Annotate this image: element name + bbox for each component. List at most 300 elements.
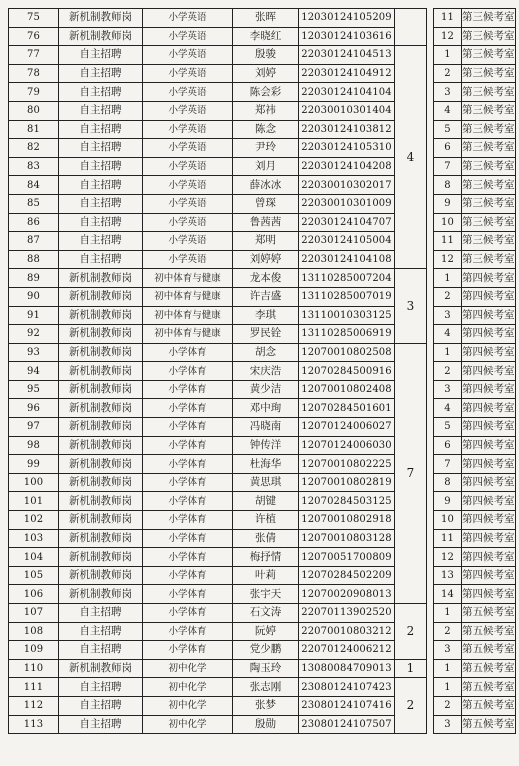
subject: 小学英语 [143,157,233,176]
exam-id: 13110010303125 [299,306,395,325]
seat-number: 12 [434,548,462,567]
row-number: 108 [9,622,59,641]
row-number: 106 [9,585,59,604]
waiting-room: 第三候考室 [462,101,516,120]
waiting-room: 第五候考室 [462,622,516,641]
exam-id: 22030124104108 [299,250,395,269]
candidate-name: 张晖 [233,9,299,28]
row-number: 100 [9,473,59,492]
waiting-room: 第四候考室 [462,529,516,548]
position-type: 新机制教师岗 [59,269,143,288]
waiting-room: 第四候考室 [462,436,516,455]
seat-number: 2 [434,696,462,715]
seat-number: 7 [434,157,462,176]
group-count [395,9,427,46]
seat-number: 2 [434,362,462,381]
candidate-name: 黄思琪 [233,473,299,492]
subject: 小学英语 [143,83,233,102]
waiting-room: 第三候考室 [462,64,516,83]
subject: 小学体育 [143,455,233,474]
position-type: 新机制教师岗 [59,473,143,492]
table-row [9,362,516,381]
table-row [9,232,516,251]
subject: 小学英语 [143,64,233,83]
position-type: 新机制教师岗 [59,343,143,362]
column-gap [427,176,434,195]
row-number: 82 [9,139,59,158]
row-number: 102 [9,511,59,530]
group-count: 7 [395,343,427,603]
candidate-table [8,8,516,734]
exam-id: 22030124105004 [299,232,395,251]
waiting-room: 第四候考室 [462,418,516,437]
table-row [9,269,516,288]
table-row [9,418,516,437]
candidate-name: 龙本俊 [233,269,299,288]
exam-id: 12030124105209 [299,9,395,28]
row-number: 81 [9,120,59,139]
waiting-room: 第三候考室 [462,250,516,269]
position-type: 新机制教师岗 [59,27,143,46]
seat-number: 1 [434,604,462,623]
table-row [9,9,516,28]
subject: 小学体育 [143,585,233,604]
row-number: 112 [9,696,59,715]
subject: 小学体育 [143,566,233,585]
waiting-room: 第四候考室 [462,399,516,418]
seat-number: 1 [434,678,462,697]
position-type: 自主招聘 [59,157,143,176]
column-gap [427,436,434,455]
seat-number: 3 [434,83,462,102]
candidate-name: 郑祎 [233,101,299,120]
candidate-name: 李晓红 [233,27,299,46]
exam-id: 12030124103616 [299,27,395,46]
subject: 初中化学 [143,659,233,678]
seat-number: 11 [434,9,462,28]
group-count: 2 [395,678,427,734]
subject: 小学体育 [143,399,233,418]
column-gap [427,566,434,585]
row-number: 89 [9,269,59,288]
exam-id: 22030124104912 [299,64,395,83]
column-gap [427,287,434,306]
subject: 小学体育 [143,343,233,362]
waiting-room: 第五候考室 [462,604,516,623]
seat-number: 3 [434,715,462,734]
waiting-room: 第四候考室 [462,306,516,325]
exam-id: 22030124104513 [299,46,395,65]
row-number: 99 [9,455,59,474]
seat-number: 6 [434,139,462,158]
table-row [9,325,516,344]
column-gap [427,232,434,251]
waiting-room: 第四候考室 [462,473,516,492]
row-number: 113 [9,715,59,734]
exam-id: 22070124006212 [299,641,395,660]
seat-number: 4 [434,325,462,344]
exam-id: 12070010802508 [299,343,395,362]
column-gap [427,194,434,213]
column-gap [427,455,434,474]
exam-id: 12070051700809 [299,548,395,567]
subject: 小学体育 [143,511,233,530]
table-row [9,27,516,46]
row-number: 94 [9,362,59,381]
column-gap [427,418,434,437]
exam-id: 22030010301009 [299,194,395,213]
column-gap [427,604,434,623]
exam-id: 22030124104104 [299,83,395,102]
row-number: 109 [9,641,59,660]
waiting-room: 第三候考室 [462,213,516,232]
waiting-room: 第四候考室 [462,269,516,288]
exam-id: 12070020908013 [299,585,395,604]
subject: 小学体育 [143,380,233,399]
candidate-name: 张宇天 [233,585,299,604]
subject: 小学英语 [143,232,233,251]
exam-id: 12070284503125 [299,492,395,511]
subject: 小学英语 [143,9,233,28]
position-type: 新机制教师岗 [59,455,143,474]
exam-id: 12070010803128 [299,529,395,548]
waiting-room: 第三候考室 [462,232,516,251]
subject: 小学英语 [143,213,233,232]
subject: 小学体育 [143,436,233,455]
table-row [9,380,516,399]
row-number: 92 [9,325,59,344]
seat-number: 10 [434,511,462,530]
table-row [9,287,516,306]
position-type: 自主招聘 [59,641,143,660]
position-type: 新机制教师岗 [59,306,143,325]
subject: 小学体育 [143,604,233,623]
exam-id: 12070284502209 [299,566,395,585]
position-type: 新机制教师岗 [59,492,143,511]
column-gap [427,325,434,344]
subject: 初中体育与健康 [143,287,233,306]
table-row [9,46,516,65]
subject: 初中化学 [143,678,233,697]
waiting-room: 第三候考室 [462,157,516,176]
group-count: 2 [395,604,427,660]
seat-number: 7 [434,455,462,474]
seat-number: 5 [434,418,462,437]
row-number: 104 [9,548,59,567]
row-number: 86 [9,213,59,232]
seat-number: 4 [434,101,462,120]
position-type: 新机制教师岗 [59,362,143,381]
position-type: 自主招聘 [59,176,143,195]
candidate-name: 梅抒情 [233,548,299,567]
waiting-room: 第五候考室 [462,659,516,678]
candidate-name: 曾琛 [233,194,299,213]
column-gap [427,696,434,715]
table-row [9,715,516,734]
seat-number: 11 [434,232,462,251]
candidate-name: 邓中珣 [233,399,299,418]
position-type: 新机制教师岗 [59,436,143,455]
exam-id: 12070284501601 [299,399,395,418]
candidate-name: 杜海华 [233,455,299,474]
position-type: 新机制教师岗 [59,566,143,585]
candidate-name: 宋庆浩 [233,362,299,381]
candidate-name: 李琪 [233,306,299,325]
row-number: 91 [9,306,59,325]
row-number: 105 [9,566,59,585]
position-type: 新机制教师岗 [59,325,143,344]
column-gap [427,46,434,65]
table-row [9,194,516,213]
position-type: 新机制教师岗 [59,659,143,678]
candidate-name: 张倩 [233,529,299,548]
exam-id: 12070010802408 [299,380,395,399]
candidate-name: 黄少洁 [233,380,299,399]
column-gap [427,715,434,734]
column-gap [427,548,434,567]
subject: 小学体育 [143,473,233,492]
row-number: 98 [9,436,59,455]
waiting-room: 第三候考室 [462,194,516,213]
column-gap [427,678,434,697]
seat-number: 10 [434,213,462,232]
row-number: 84 [9,176,59,195]
seat-number: 13 [434,566,462,585]
candidate-name: 鲁茜茜 [233,213,299,232]
column-gap [427,27,434,46]
seat-number: 2 [434,64,462,83]
exam-id: 22070010803212 [299,622,395,641]
candidate-name: 罗民铨 [233,325,299,344]
waiting-room: 第三候考室 [462,46,516,65]
subject: 初中体育与健康 [143,325,233,344]
exam-id: 13080084709013 [299,659,395,678]
row-number: 77 [9,46,59,65]
column-gap [427,380,434,399]
exam-id: 23080124107416 [299,696,395,715]
column-gap [427,492,434,511]
position-type: 自主招聘 [59,715,143,734]
seat-number: 1 [434,659,462,678]
seat-number: 3 [434,380,462,399]
position-type: 自主招聘 [59,83,143,102]
candidate-name: 许植 [233,511,299,530]
column-gap [427,585,434,604]
subject: 初中体育与健康 [143,306,233,325]
candidate-name: 薛冰冰 [233,176,299,195]
row-number: 75 [9,9,59,28]
column-gap [427,362,434,381]
exam-id: 22030010302017 [299,176,395,195]
seat-number: 2 [434,287,462,306]
exam-id: 22030010301404 [299,101,395,120]
exam-id: 12070124006027 [299,418,395,437]
column-gap [427,473,434,492]
waiting-room: 第四候考室 [462,362,516,381]
exam-id: 12070284500916 [299,362,395,381]
exam-id: 13110285006919 [299,325,395,344]
position-type: 自主招聘 [59,250,143,269]
candidate-name: 胡键 [233,492,299,511]
candidate-name: 尹玲 [233,139,299,158]
subject: 小学体育 [143,641,233,660]
row-number: 83 [9,157,59,176]
seat-number: 3 [434,306,462,325]
row-number: 97 [9,418,59,437]
position-type: 新机制教师岗 [59,399,143,418]
position-type: 新机制教师岗 [59,287,143,306]
table-row [9,399,516,418]
candidate-name: 张梦 [233,696,299,715]
table-row [9,548,516,567]
waiting-room: 第四候考室 [462,566,516,585]
table-row [9,585,516,604]
seat-number: 4 [434,399,462,418]
row-number: 110 [9,659,59,678]
row-number: 96 [9,399,59,418]
column-gap [427,306,434,325]
seat-number: 1 [434,269,462,288]
waiting-room: 第五候考室 [462,715,516,734]
seat-number: 9 [434,492,462,511]
table-row [9,83,516,102]
row-number: 111 [9,678,59,697]
waiting-room: 第三候考室 [462,83,516,102]
column-gap [427,101,434,120]
row-number: 85 [9,194,59,213]
exam-id: 22030124104707 [299,213,395,232]
seat-number: 1 [434,343,462,362]
candidate-name: 钟传洋 [233,436,299,455]
row-number: 95 [9,380,59,399]
candidate-name: 阮婷 [233,622,299,641]
candidate-name: 陈会彩 [233,83,299,102]
table-row [9,696,516,715]
position-type: 自主招聘 [59,622,143,641]
candidate-name: 郑明 [233,232,299,251]
position-type: 自主招聘 [59,232,143,251]
seat-number: 9 [434,194,462,213]
waiting-room: 第五候考室 [462,696,516,715]
subject: 小学英语 [143,101,233,120]
candidate-name: 刘婷 [233,64,299,83]
seat-number: 8 [434,473,462,492]
candidate-name: 殷骏 [233,46,299,65]
waiting-room: 第四候考室 [462,511,516,530]
column-gap [427,64,434,83]
waiting-room: 第五候考室 [462,678,516,697]
column-gap [427,83,434,102]
seat-number: 14 [434,585,462,604]
waiting-room: 第四候考室 [462,287,516,306]
position-type: 新机制教师岗 [59,380,143,399]
exam-id: 22030124104208 [299,157,395,176]
column-gap [427,511,434,530]
candidate-name: 张志刚 [233,678,299,697]
subject: 小学体育 [143,492,233,511]
table-row [9,101,516,120]
subject: 小学英语 [143,46,233,65]
waiting-room: 第三候考室 [462,120,516,139]
subject: 小学体育 [143,622,233,641]
candidate-name: 党少鹏 [233,641,299,660]
position-type: 自主招聘 [59,64,143,83]
table-row [9,455,516,474]
position-type: 自主招聘 [59,120,143,139]
column-gap [427,343,434,362]
exam-id: 23080124107507 [299,715,395,734]
column-gap [427,157,434,176]
exam-id: 22030124103812 [299,120,395,139]
waiting-room: 第四候考室 [462,455,516,474]
position-type: 新机制教师岗 [59,511,143,530]
exam-id: 13110285007019 [299,287,395,306]
waiting-room: 第五候考室 [462,641,516,660]
column-gap [427,399,434,418]
subject: 小学英语 [143,139,233,158]
candidate-name: 殷勋 [233,715,299,734]
table-row [9,176,516,195]
candidate-name: 冯晓南 [233,418,299,437]
candidate-name: 刘月 [233,157,299,176]
column-gap [427,9,434,28]
candidate-name: 刘婷婷 [233,250,299,269]
column-gap [427,213,434,232]
subject: 小学英语 [143,250,233,269]
candidate-name: 叶莉 [233,566,299,585]
position-type: 自主招聘 [59,101,143,120]
position-type: 新机制教师岗 [59,9,143,28]
table-row [9,511,516,530]
group-count: 4 [395,46,427,269]
waiting-room: 第四候考室 [462,380,516,399]
position-type: 自主招聘 [59,139,143,158]
position-type: 自主招聘 [59,194,143,213]
subject: 小学英语 [143,176,233,195]
row-number: 87 [9,232,59,251]
table-row [9,250,516,269]
row-number: 76 [9,27,59,46]
table-row [9,306,516,325]
exam-id: 12070010802225 [299,455,395,474]
position-type: 新机制教师岗 [59,418,143,437]
table-row [9,659,516,678]
table-row [9,139,516,158]
row-number: 93 [9,343,59,362]
exam-id: 22030124105310 [299,139,395,158]
table-row [9,492,516,511]
seat-number: 8 [434,176,462,195]
seat-number: 12 [434,27,462,46]
table-row [9,529,516,548]
column-gap [427,250,434,269]
seat-number: 11 [434,529,462,548]
column-gap [427,641,434,660]
subject: 小学体育 [143,548,233,567]
seat-number: 5 [434,120,462,139]
row-number: 79 [9,83,59,102]
seat-number: 12 [434,250,462,269]
waiting-room: 第三候考室 [462,9,516,28]
group-count: 1 [395,659,427,678]
exam-id: 12070124006030 [299,436,395,455]
row-number: 101 [9,492,59,511]
subject: 小学英语 [143,120,233,139]
waiting-room: 第三候考室 [462,139,516,158]
row-number: 103 [9,529,59,548]
position-type: 自主招聘 [59,696,143,715]
candidate-table-body [9,9,516,734]
